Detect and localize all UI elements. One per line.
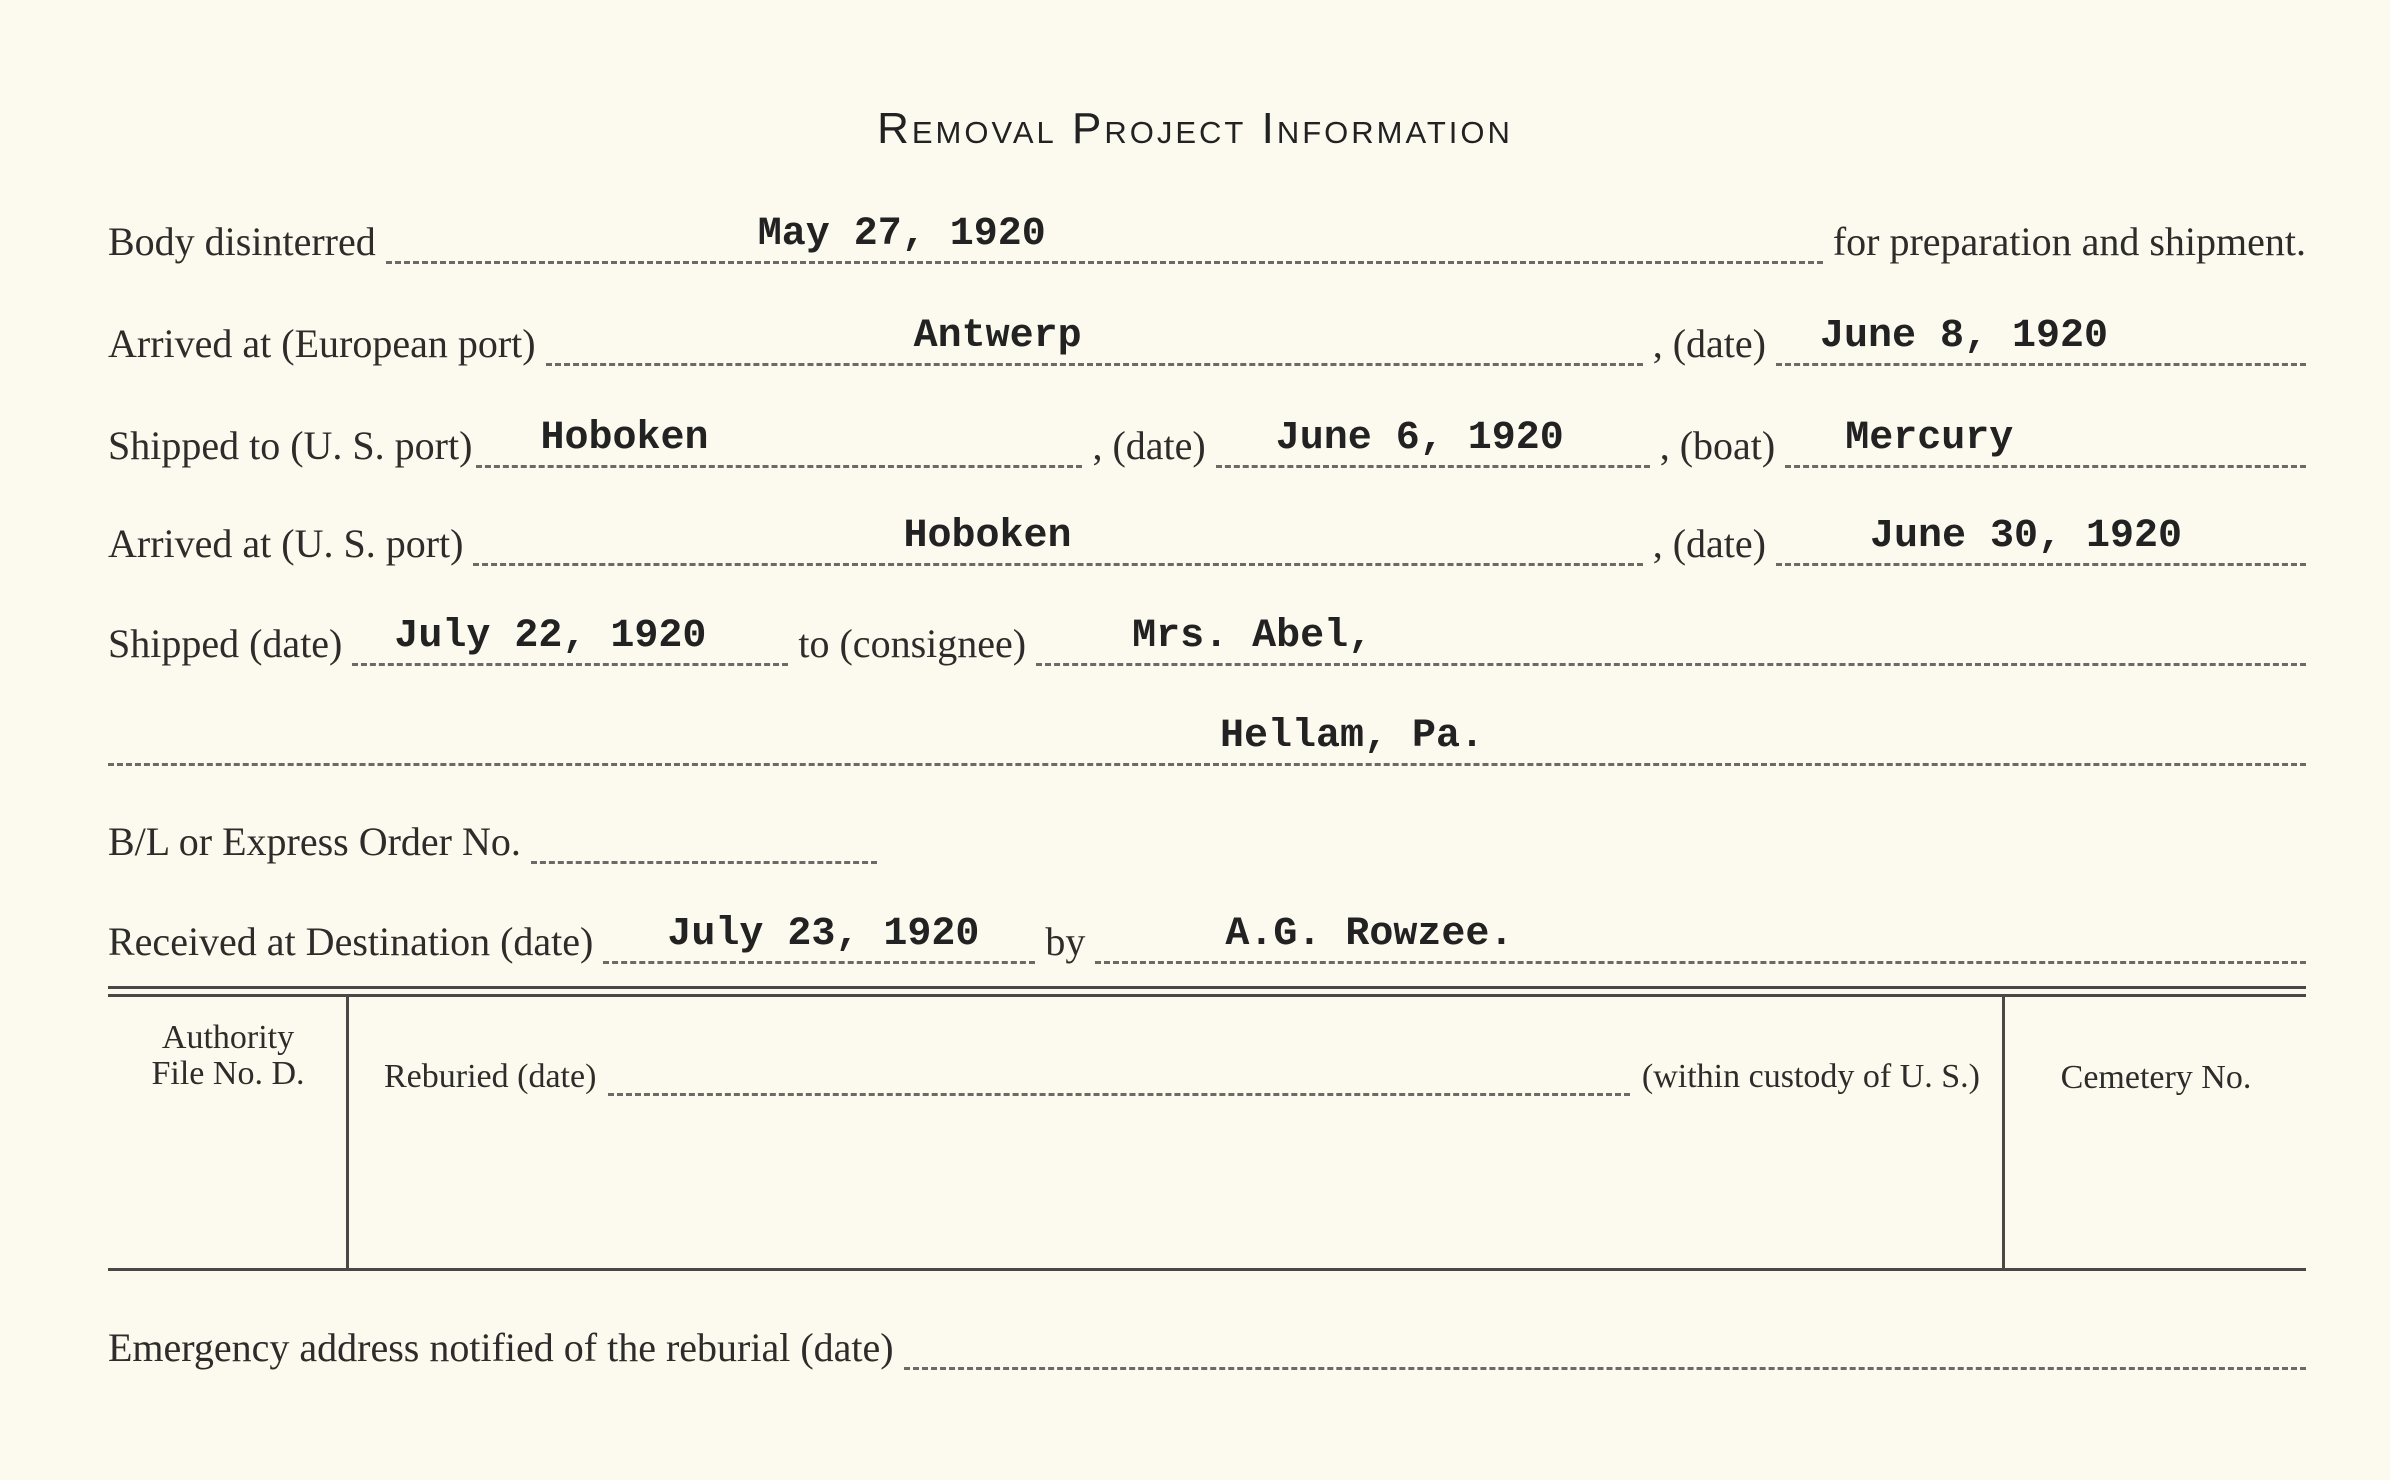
cemetery-no-label: Cemetery No. [2060,1059,2252,1096]
box-top-rule [108,986,2306,989]
body-disinterred-label: Body disinterred [108,219,376,264]
row-received-destination [108,900,2306,964]
received-date-value: July 23, 1920 [667,912,980,957]
row-shipped-us-port [108,404,2306,468]
row-arrived-us-port [108,502,2306,566]
arrived-us-port-label: Arrived at (U. S. port) [108,521,464,566]
bl-express-order-label: B/L or Express Order No. [108,819,521,864]
row-arrived-european-port [108,302,2306,366]
file-no-label: File No. D. [151,1054,305,1092]
shipped-date-label: Shipped (date) [108,621,343,666]
received-by-value: A.G. Rowzee. [1225,912,1514,957]
shipped-us-date-value: June 6, 1920 [1275,416,1564,461]
boat-field[interactable] [1785,417,2306,468]
row-emergency-address [108,1306,2306,1370]
box-divider-right [2002,994,2005,1268]
arrived-us-date-label: , (date) [1652,521,1766,566]
shipped-us-date-label: , (date) [1092,423,1206,468]
european-date-value: June 8, 1920 [1820,314,2109,359]
row-body-disinterred [108,200,2306,264]
card-title: Removal Project Information [877,104,1513,153]
emergency-address-label: Emergency address notified of the reburial (date) [108,1325,894,1370]
box-bottom-rule [108,1268,2306,1271]
preparation-shipment-label: for preparation and shipment. [1832,219,2306,264]
row-bl-express-order [108,800,2306,864]
received-by-field[interactable] [1095,913,2306,964]
box-top-rule-inner [108,994,2306,997]
consignee-field[interactable] [1036,615,2306,666]
custody-label: (within custody of U. S.) [1641,1058,1980,1095]
emergency-date-field[interactable] [904,1319,2306,1370]
consignee-address-value: Hellam, Pa. [1220,714,1485,759]
consignee-label: to (consignee) [798,621,1027,666]
body-disinterred-value: May 27, 1920 [757,212,1046,257]
reburied-row [384,1046,1980,1096]
box-divider-left [346,994,349,1268]
shipped-us-port-field[interactable] [476,417,1082,468]
body-disinterred-field[interactable] [386,213,1823,264]
authority-file-cell [110,1020,346,1091]
european-port-label: Arrived at (European port) [108,321,536,366]
arrived-us-date-field[interactable] [1776,515,2306,566]
boat-value: Mercury [1845,416,2014,461]
arrived-us-date-value: June 30, 1920 [1870,514,2183,559]
consignee-value: Mrs. Abel, [1132,614,1373,659]
european-date-label: , (date) [1652,321,1766,366]
received-by-label: by [1045,919,1086,964]
arrived-us-port-value: Hoboken [903,514,1072,559]
shipped-date-field[interactable] [352,615,788,666]
european-port-field[interactable] [546,315,1643,366]
arrived-us-port-field[interactable] [473,515,1642,566]
shipped-us-port-value: Hoboken [540,416,709,461]
reburied-label: Reburied (date) [384,1058,597,1095]
consignee-address-field[interactable] [108,715,2306,766]
authority-label: Authority [161,1019,295,1056]
reburied-date-field[interactable] [608,1057,1630,1096]
european-port-value: Antwerp [913,314,1082,359]
received-destination-label: Received at Destination (date) [108,919,594,964]
boat-label: , (boat) [1659,423,1776,468]
shipped-date-value: July 22, 1920 [394,614,707,659]
shipped-us-date-field[interactable] [1216,417,1650,468]
european-date-field[interactable] [1776,315,2306,366]
shipped-us-port-label: Shipped to (U. S. port) [108,423,473,468]
row-shipped-consignee [108,602,2306,666]
received-date-field[interactable] [603,913,1035,964]
row-consignee-address [108,702,2306,766]
bl-express-order-field[interactable] [531,813,877,864]
